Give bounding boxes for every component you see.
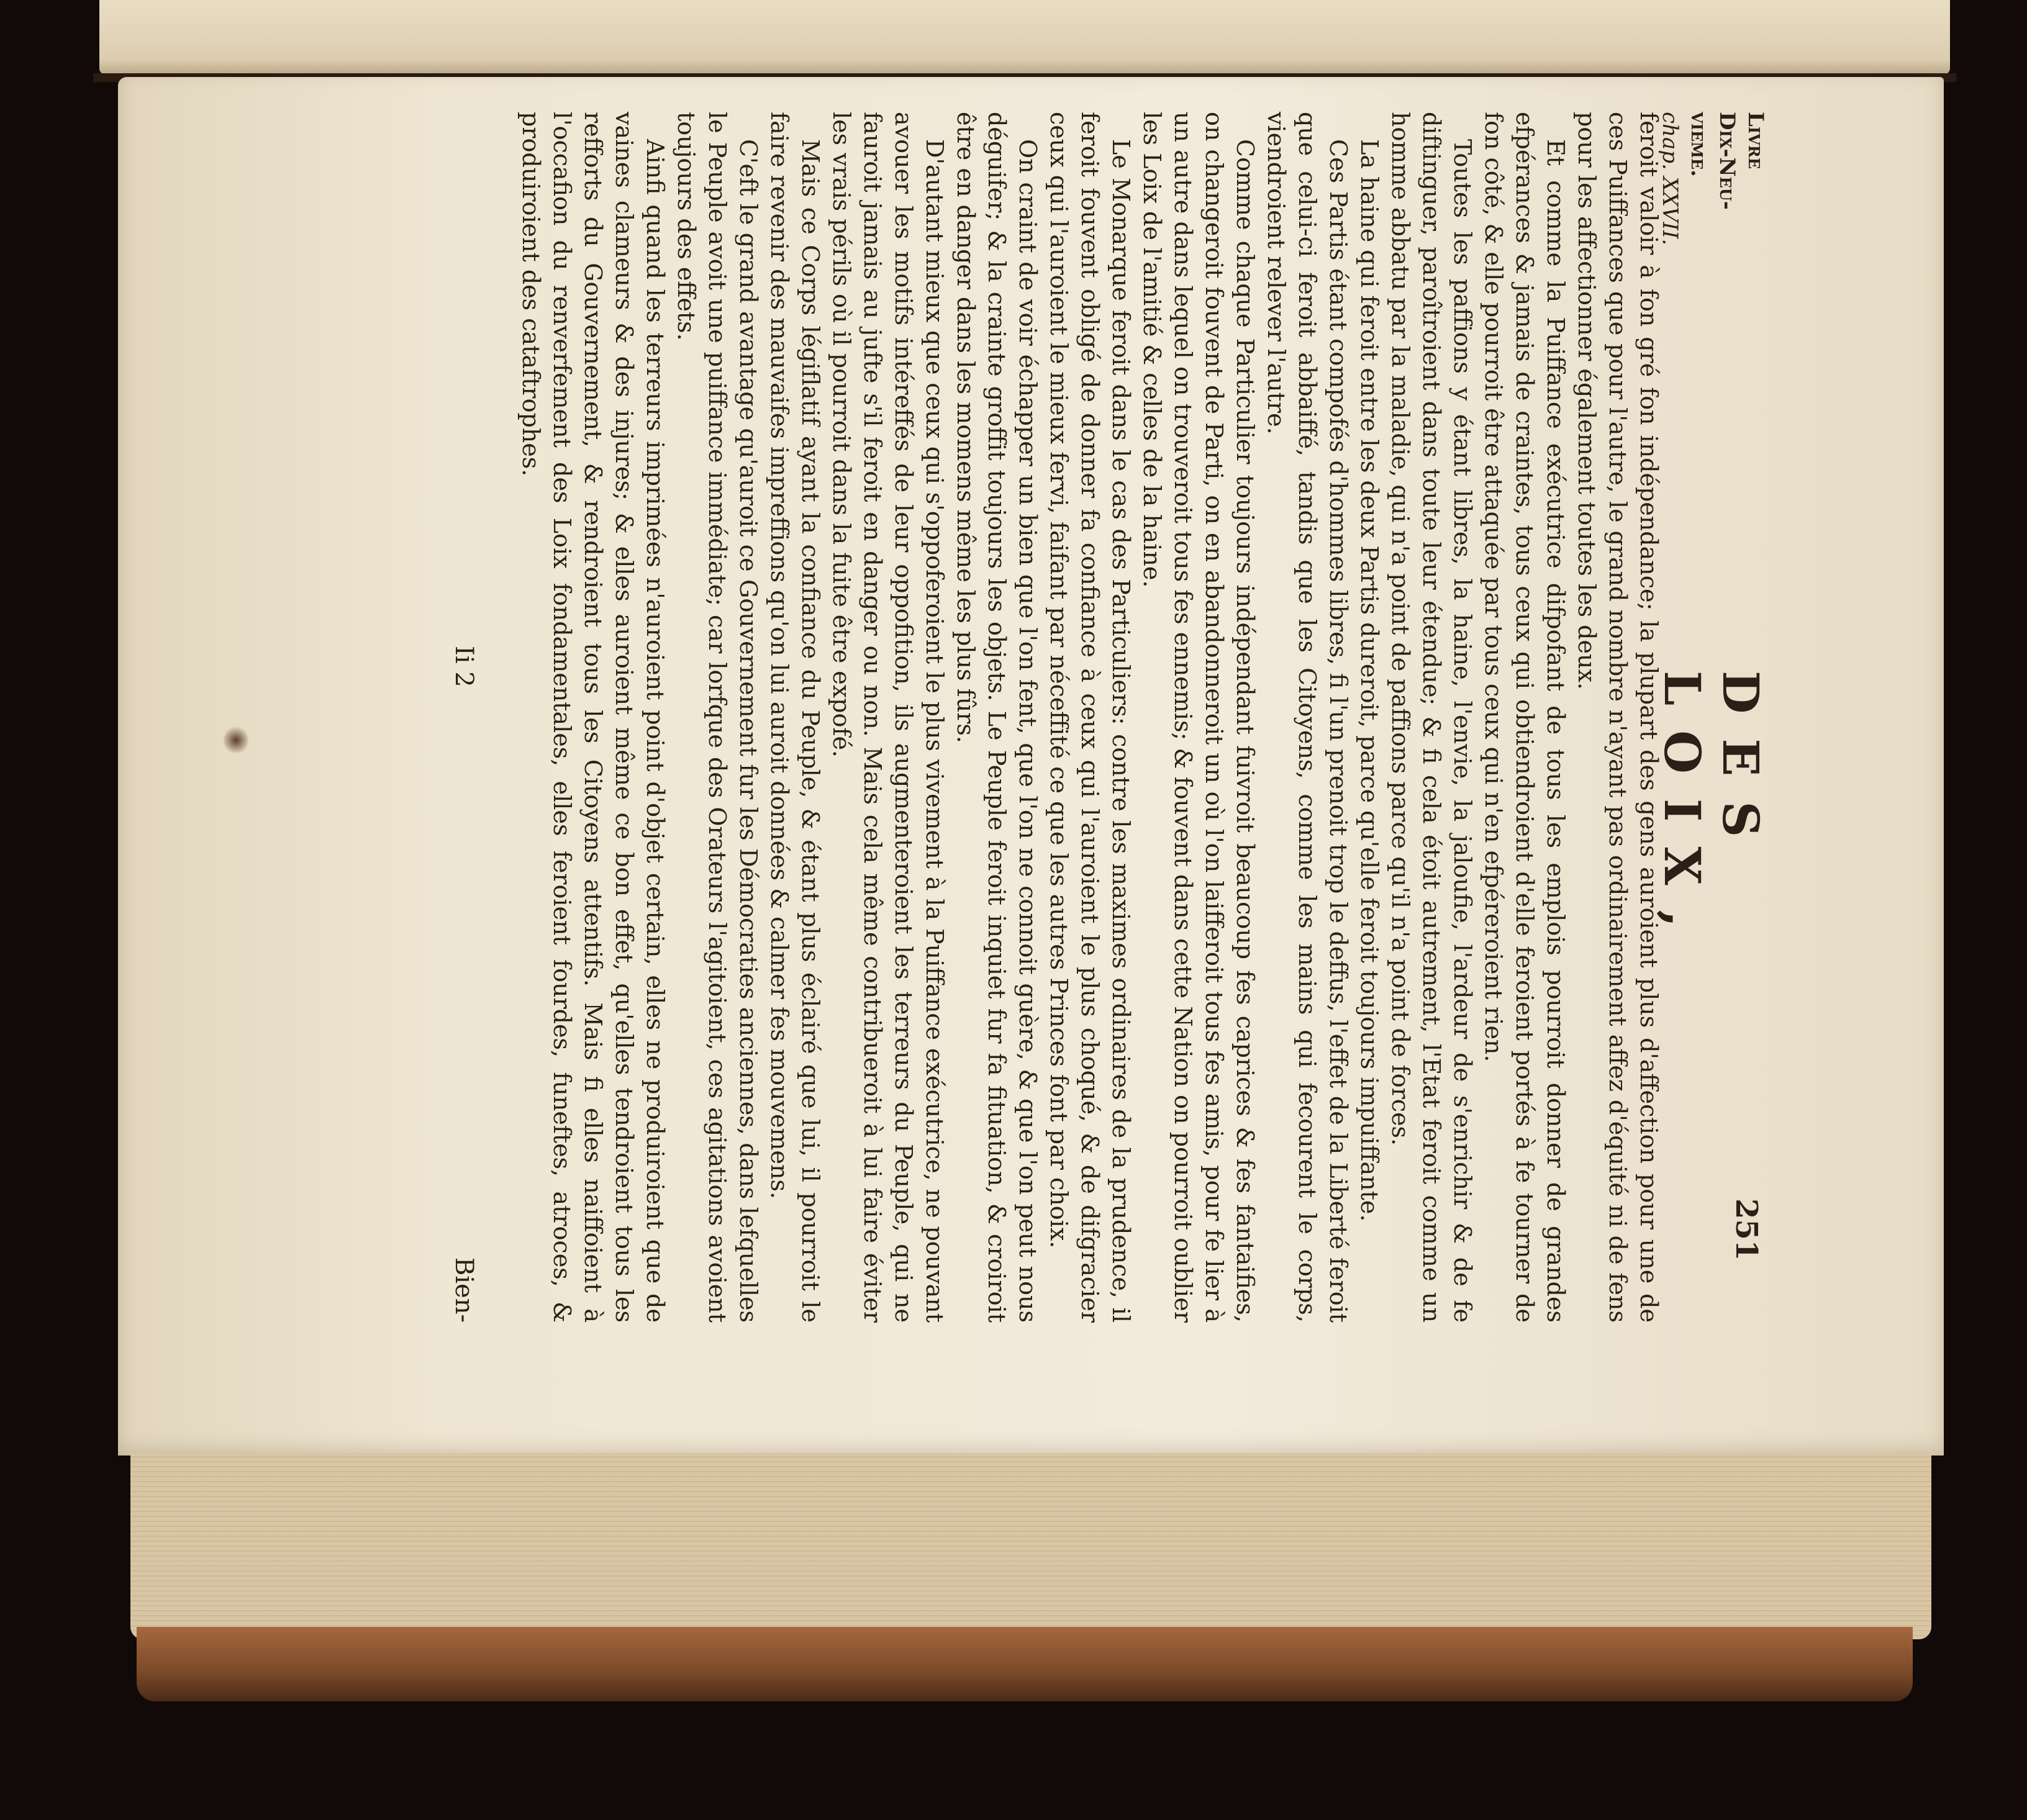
margin-note [1656,112,1770,261]
running-title: DES LOIX, [1653,671,1770,953]
margin-note-line: vieme. [1686,112,1711,177]
page-footer [441,112,478,1323]
page-text [56,112,1770,1323]
signature-mark: Ii 2 [450,646,478,687]
margin-note-line: Dix-Neu- [1715,112,1739,210]
book-cover [137,1627,1913,1701]
paragraph: La haine qui feroit entre les deux Partis dureroit, parce qu'elle feroit toujours impuiffante. [1356,139,1383,1222]
paragraph: Et comme la Puiffance exécutrice difpofant de tous les emplois pourroit donner de grandes efpérances & jamais de craintes, tous ceux qui obtiendroient d'elle feroient portés à fe tourner de fon côté, & elle pourroit être attaquée par tous ceux qui n'en efpéreroient rien. [1480,112,1569,1323]
running-head [1653,112,1770,1323]
catchword: Bien- [450,1257,478,1323]
paragraph: Mais ce Corps légiflatif ayant la confiance du Peuple, & étant plus éclairé que lui, il pourroit le faire revenir des mauvaifes impreffions qu'on lui auroit données & calmer fes mouvemens. [766,112,824,1323]
paragraph: C'eft le grand avantage qu'auroit ce Gouvernement fur les Démocraties anciennes, dans lefquelles le Peuple avoit une puiffance immédiate; car lorfque des Orateurs l'agitoient, ces agitations avoient toujours des effets. [673,112,762,1323]
paragraph: D'autant mieux que ceux qui s'oppoferoient le plus vivement à la Puiffance exécutrice, ne pouvant avouer les motifs intéreffés de leur oppofition, ils augmenteroient les terreurs du Peuple, qui ne fauroit jamais au jufte s'il feroit en danger ou non. Mais cela même contribueroit à lui faire éviter les vrais périls où il pourroit dans la fuite être expofé. [828,112,948,1323]
body-text [515,112,1664,1323]
paragraph: feroit valoir à fon gré fon indépendance; la plupart des gens auroient plus d'affection pour une de ces Puiffances que pour l'autre, le grand nombre n'ayant pas ordinairement affez d'équité ni de fens pour les affectionner également toutes les deux. [1573,112,1662,1323]
paragraph: Le Monarque feroit dans le cas des Particuliers: contre les maximes ordinaires de la prudence, il feroit fouvent obligé de donner fa confiance à ceux qui l'auroient le plus choqué, & de difgracier ceux qui l'auroient le mieux fervi, faifant par néceffité ce que les autres Princes font par choix. [1045,112,1135,1323]
paragraph: On craint de voir échapper un bien que l'on fent, que l'on ne connoit guère, & que l'on peut nous déguifer; & la crainte groffit toujours les objets. Le Peuple feroit inquiet fur fa fituation, & croiroit être en danger dans les momens même les plus fûrs. [952,112,1041,1323]
previous-page-edge [99,0,1950,75]
paragraph: Comme chaque Particulier toujours indépendant fuivroit beaucoup fes caprices & fes fantaifies, on changeroit fouvent de Parti, on en abandonneroit un où l'on laifferoit tous fes amis, pour fe lier à un autre dans lequel on trouveroit tous fes ennemis; & fouvent dans cette Nation on pourroit oublier les Loix de l'amitié & celles de la haine. [1138,112,1259,1323]
page-number: 251 [1729,1198,1764,1261]
paragraph: Toutes les paffions y étant libres, la haine, l'envie, la jaloufie, l'ardeur de s'enrichir & de fe diftinguer, paroîtroient dans toute leur étendue; & fi cela étoit autrement, l'Etat feroit comme un homme abbatu par la maladie, qui n'a point de paffions parce qu'il n'a point de forces. [1387,112,1476,1323]
chapter-label: chap. XXVII. [1657,112,1682,246]
margin-note-line: Livre [1743,112,1768,169]
paragraph: Ces Partis étant compofés d'hommes libres, fi l'un prenoit trop le deffus, l'effet de la Liberté feroit que celui-ci feroit abbaiffé, tandis que les Citoyens, comme les mains qui fecourent le corps, viendroient relever l'autre. [1263,112,1352,1323]
page-block-edges [130,1453,1931,1639]
paragraph: Ainfi quand les terreurs imprimées n'auroient point d'objet certain, elles ne produiroient que de vaines clameurs & des injures; & elles auroient même ce bon effet, qu'elles tendroient tous les refforts du Gouvernement, & rendroient tous les Citoyens attentifs. Mais fi elles naiffoient à l'occafion du renverfement des Loix fondamentales, elles feroient fourdes, funeftes, atroces, & produiroient des cataftrophes. [517,112,669,1323]
